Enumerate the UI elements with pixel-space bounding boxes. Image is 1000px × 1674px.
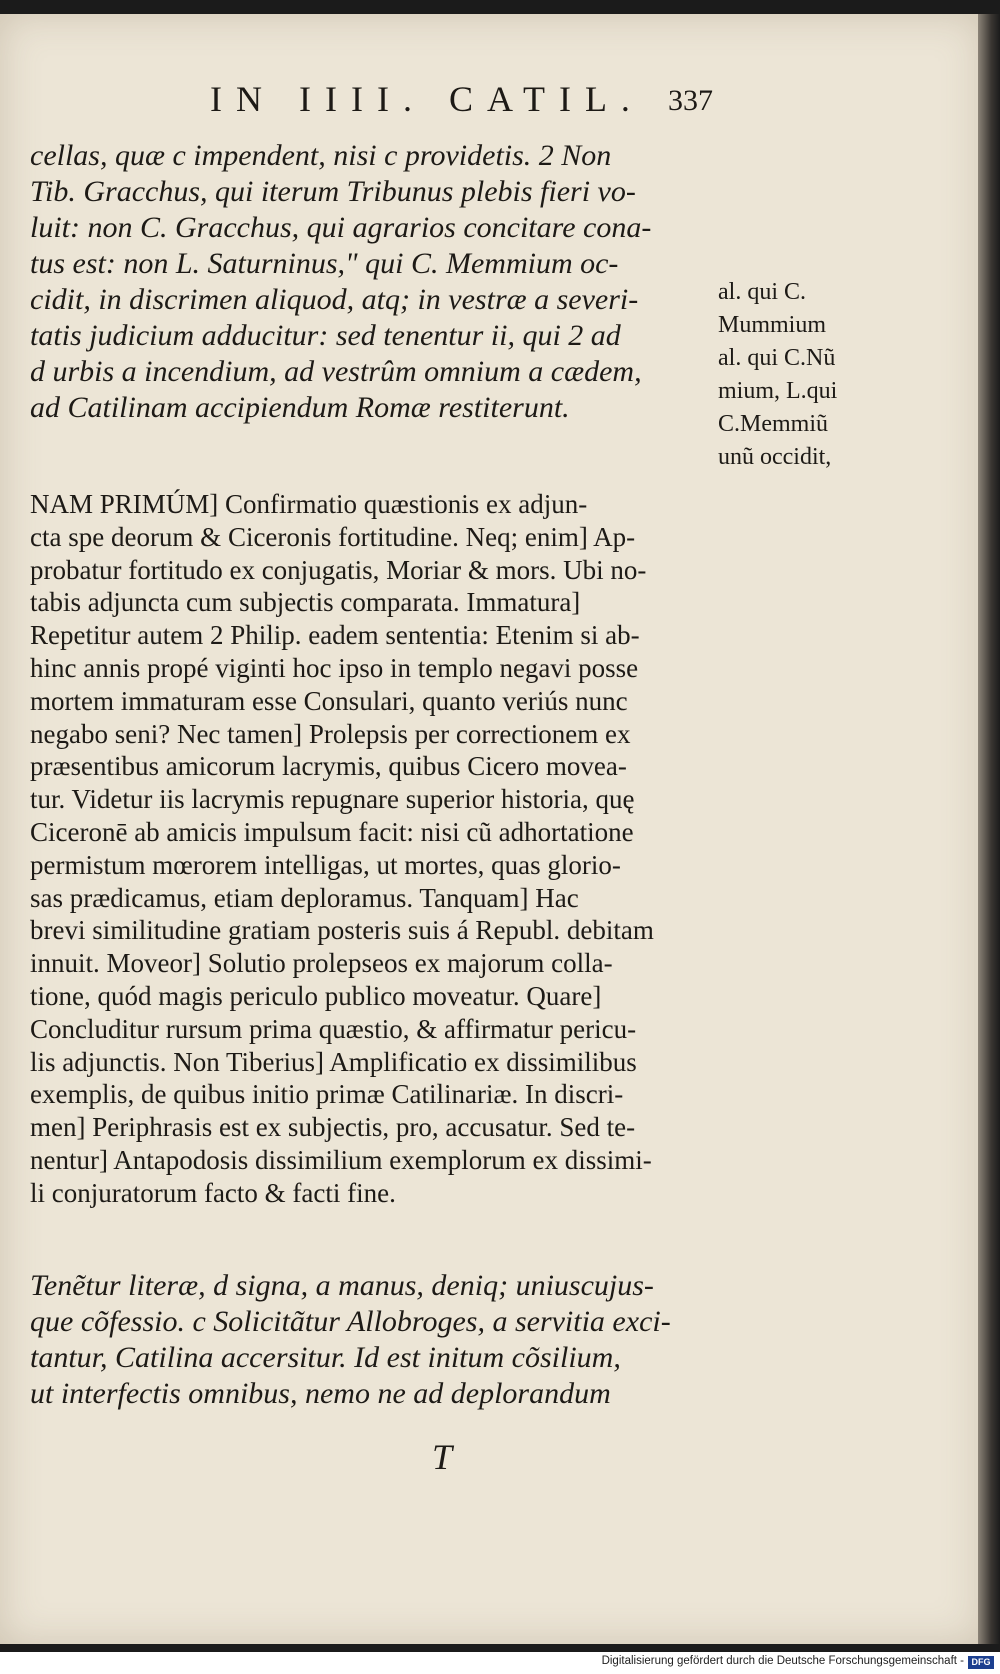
passage-2-line: ut interfectis omnibus, nemo ne ad deplorandum (30, 1377, 611, 1410)
commentary-line: Ciceronē ab amicis impulsum facit: nisi cũ adhortatione (30, 816, 634, 847)
commentary-line: innuit. Moveor] Solutio prolepseos ex majorum colla- (30, 948, 613, 979)
passage-1-line: luit: non C. Gracchus, qui agrarios concitare cona- (30, 211, 652, 244)
passage-1-line: cellas, quæ c impendent, nisi c providetis. 2 Non (30, 139, 612, 172)
commentary-line: hinc annis propé viginti hoc ipso in templo negavi posse (30, 652, 639, 683)
page-edge-shadow (978, 14, 1000, 1644)
passage-1-line: tatis judicium adducitur: sed tenentur ii, qui 2 ad (30, 319, 621, 352)
commentary-line: li conjuratorum facto & facti fine. (30, 1177, 396, 1208)
commentary-line: exemplis, de quibus initio primæ Catilinariæ. In discri- (30, 1079, 624, 1110)
commentary-line: nentur] Antapodosis dissimilium exemplorum ex dissimi- (30, 1144, 652, 1175)
passage-2-line: tantur, Catilina accersitur. Id est initum cõsilium, (30, 1341, 621, 1374)
text-passage-1 (30, 138, 710, 426)
commentary-line: tur. Videtur iis lacrymis repugnare superior historia, quę (30, 784, 635, 815)
margin-note-line: mium, L.qui (718, 378, 838, 404)
commentary-line: negabo seni? Nec tamen] Prolepsis per correctionem ex (30, 718, 631, 749)
running-title: IN IIII. CATIL. (210, 79, 644, 119)
margin-note-line: C.Memmiũ (718, 411, 829, 437)
passage-1-line: tus est: non L. Saturninus," qui C. Memmium oc- (30, 247, 619, 280)
margin-notes (718, 276, 868, 474)
passage-1-line: d urbis a incendium, ad vestrûm omnium a cædem, (30, 355, 642, 388)
commentary-line: sas prædicamus, etiam deploramus. Tanquam] Hac (30, 882, 579, 913)
passage-1-line: cidit, in discrimen aliquod, atq; in vestræ a severi- (30, 283, 639, 316)
commentary-line: tabis adjuncta cum subjectis comparata. Immatura] (30, 587, 581, 618)
digitization-footer (0, 1652, 1000, 1674)
commentary-line: probatur fortitudo ex conjugatis, Moriar & mors. Ubi no- (30, 554, 647, 585)
commentary-line: mortem immaturam esse Consulari, quanto veriús nunc (30, 685, 628, 716)
commentary-line: men] Periphrasis est ex subjectis, pro, accusatur. Sed te- (30, 1112, 636, 1143)
margin-note-line: Mummium (718, 312, 827, 338)
passage-2-line: Tenẽtur literæ, d signa, a manus, deniq; uniuscujus- (30, 1269, 654, 1302)
passage-2-line: que cõfessio. c Solicitãtur Allobroges, a servitia exci- (30, 1305, 671, 1338)
passage-1-line: Tib. Gracchus, qui iterum Tribunus plebis fieri vo- (30, 175, 636, 208)
signature-mark: T (432, 1437, 453, 1477)
commentary-line: lis adjunctis. Non Tiberius] Amplificatio ex dissimilibus (30, 1046, 637, 1077)
book-page (0, 14, 982, 1644)
margin-note-line: al. qui C. (718, 279, 806, 305)
commentary (30, 488, 710, 1210)
margin-note-line: unũ occidit, (718, 444, 832, 470)
commentary-line: cta spe deorum & Ciceronis fortitudine. Neq; enim] Ap- (30, 521, 636, 552)
footer-credit: Digitalisierung gefördert durch die Deutsche Forschungsgemeinschaft - (601, 1655, 964, 1667)
commentary-line: permistum mœrorem intelligas, ut mortes, quas glorio- (30, 849, 621, 880)
dfg-logo-icon: DFG (968, 1656, 994, 1669)
commentary-line: Concluditur rursum prima quæstio, & affirmatur pericu- (30, 1013, 637, 1044)
commentary-line: Repetitur autem 2 Philip. eadem sententia: Etenim si ab- (30, 620, 640, 651)
commentary-line: præsentibus amicorum lacrymis, quibus Cicero movea- (30, 751, 627, 782)
page-number: 337 (668, 84, 713, 117)
commentary-line: tione, quód magis periculo publico moveatur. Quare] (30, 980, 602, 1011)
commentary-line: NAM PRIMÚM] Confirmatio quæstionis ex adjun- (30, 489, 588, 519)
passage-1-line: ad Catilinam accipiendum Romæ restiterunt. (30, 391, 570, 424)
text-passage-2 (30, 1268, 710, 1412)
margin-note-line: al. qui C.Nũ (718, 345, 836, 371)
commentary-line: brevi similitudine gratiam posteris suis á Republ. debitam (30, 915, 654, 946)
